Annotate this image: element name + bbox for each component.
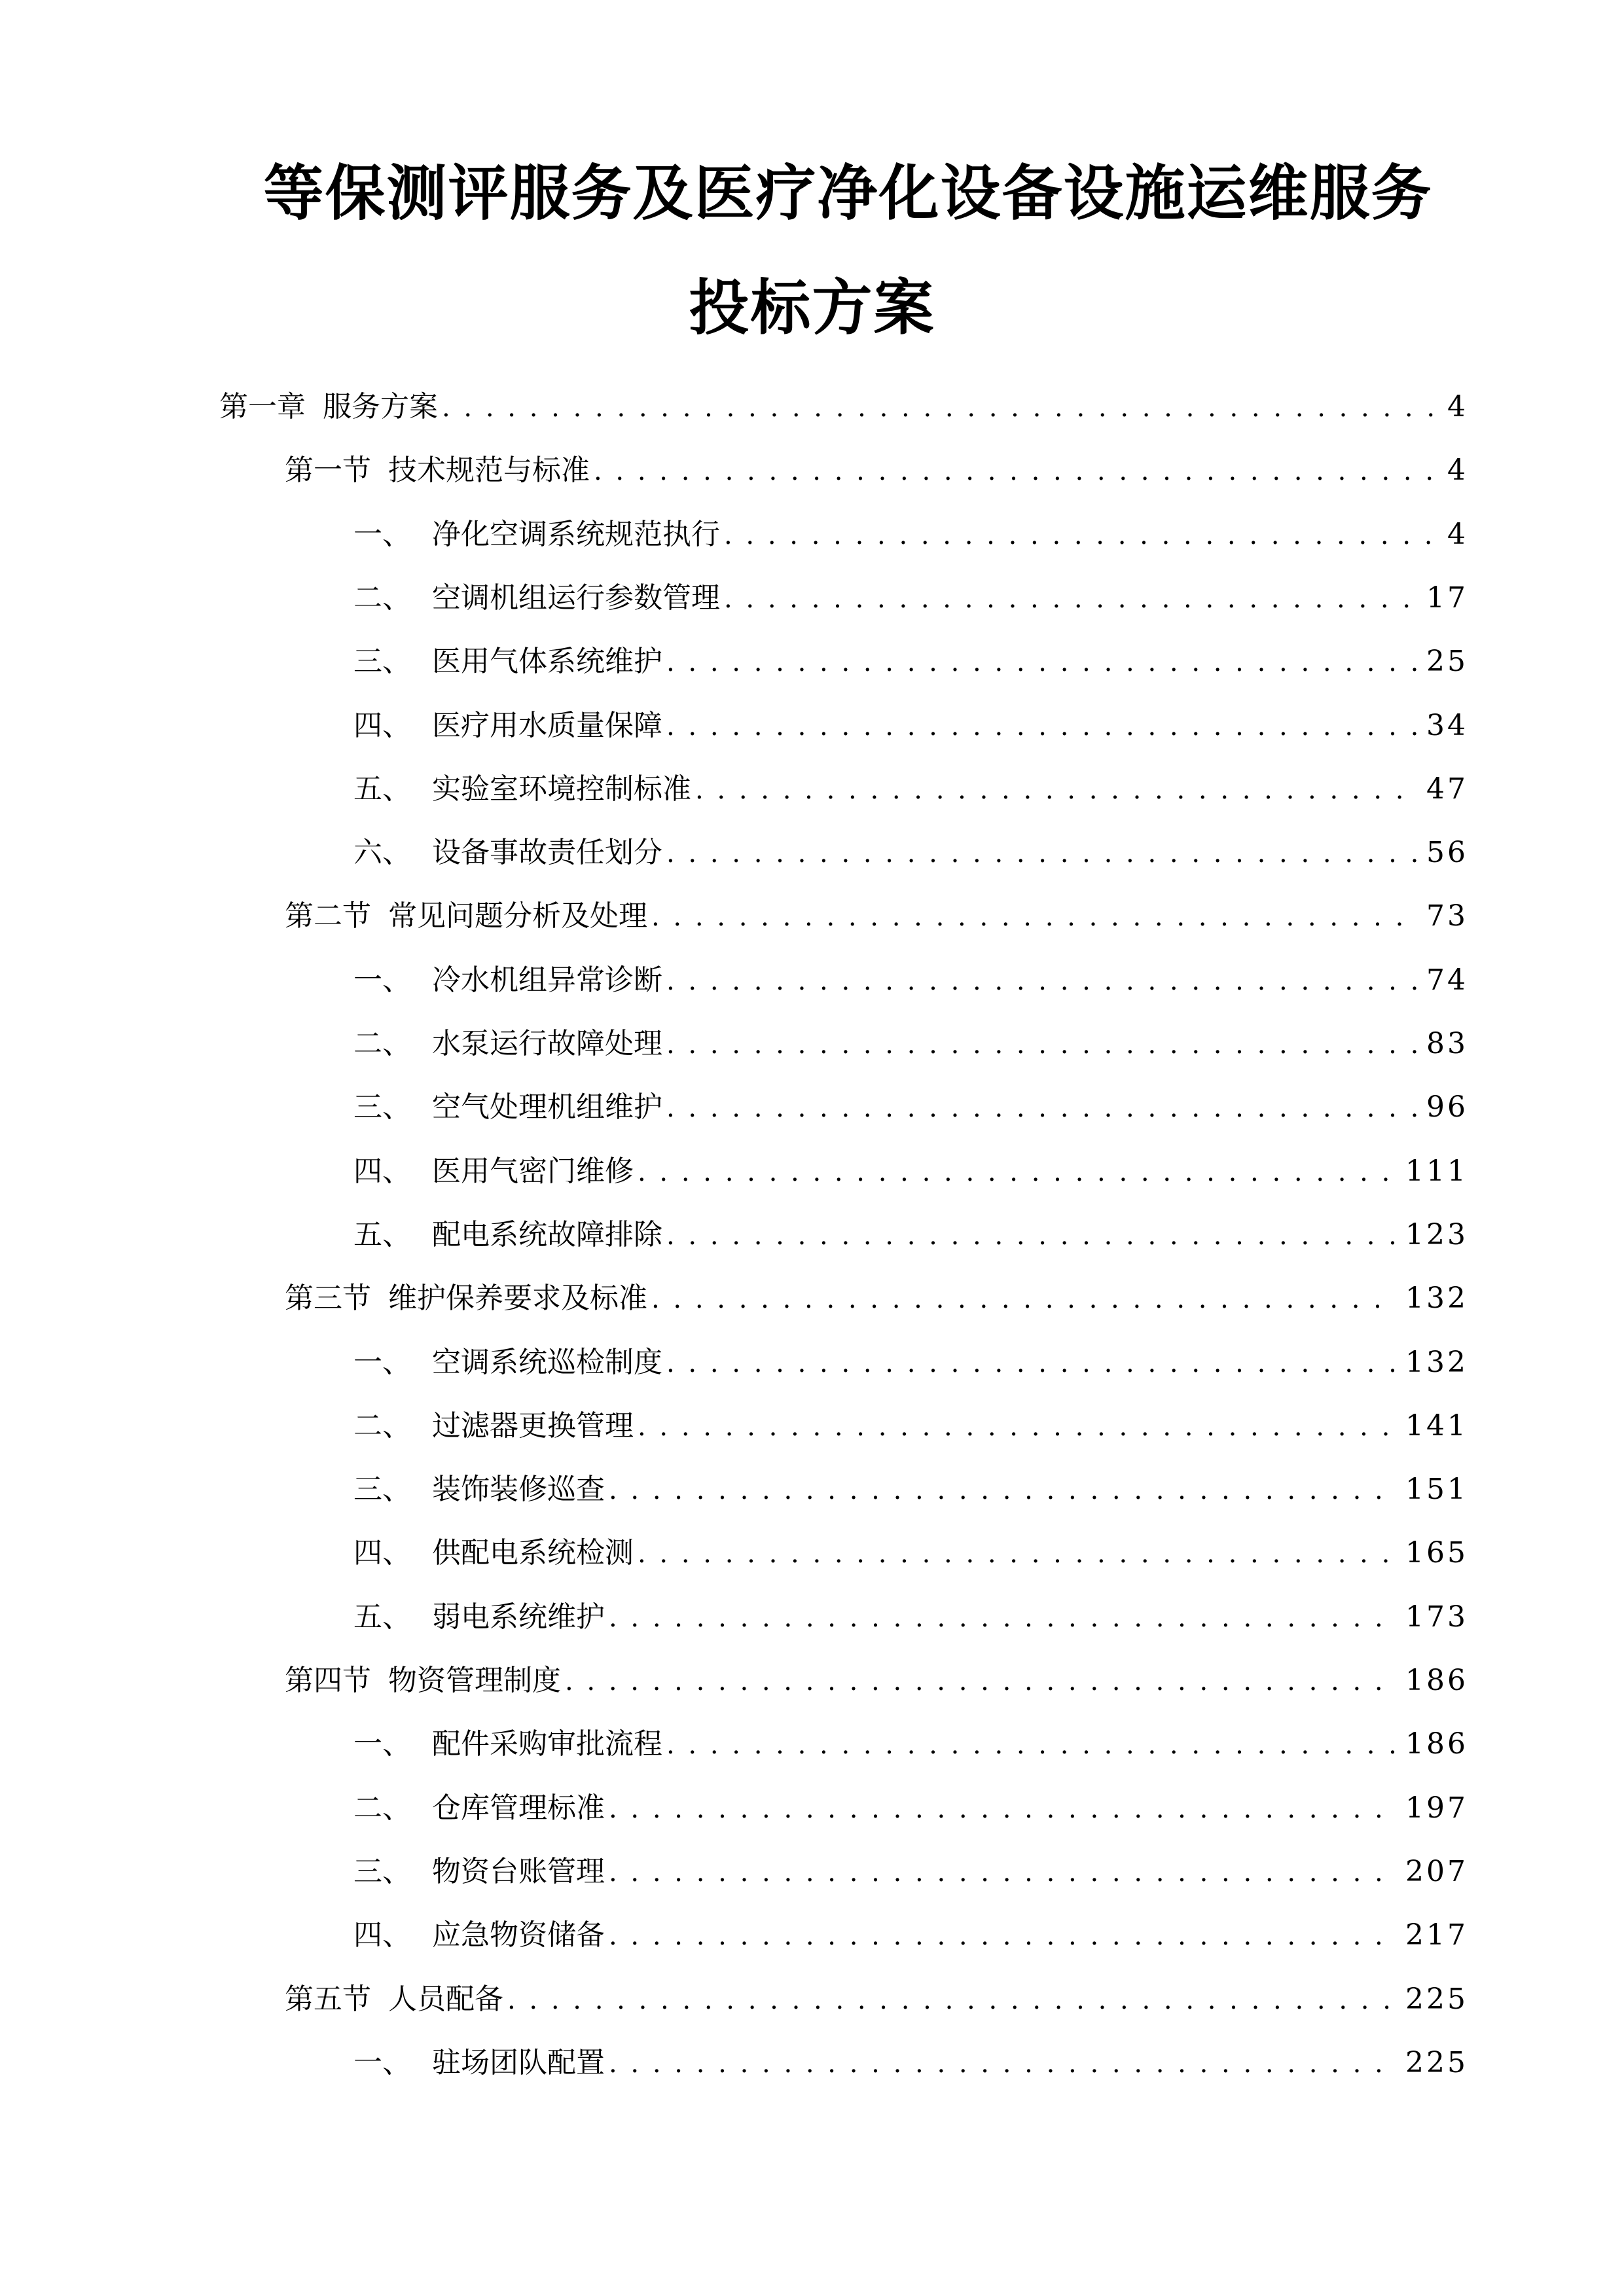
toc-entry-label: 维护保养要求及标准 (388, 1282, 647, 1316)
toc-entry[interactable] (353, 1024, 1468, 1064)
toc-entry[interactable] (353, 1725, 1468, 1764)
toc-entry-number: 三、 (353, 1473, 411, 1507)
toc-entry-page-number: 4 (1447, 390, 1468, 423)
dot-leader (666, 834, 1417, 873)
toc-entry-page-number: 207 (1405, 1854, 1468, 1888)
toc-entry-label: 驻场团队配置 (432, 2045, 605, 2079)
toc-entry-label: 常见问题分析及处理 (388, 899, 647, 933)
toc-entry[interactable] (353, 1343, 1468, 1382)
dot-leader (565, 1662, 1396, 1701)
dot-leader (666, 1216, 1396, 1255)
toc-entry[interactable] (285, 451, 1468, 490)
toc-entry-number: 一、 (353, 963, 411, 997)
toc-entry[interactable] (353, 2043, 1468, 2083)
toc-entry-page-number: 197 (1405, 1791, 1468, 1825)
toc-entry-page-number: 83 (1426, 1027, 1468, 1060)
toc-entry-number: 第一章 (219, 390, 306, 423)
toc-entry-number: 一、 (353, 517, 411, 551)
dot-leader (609, 2044, 1396, 2083)
toc-entry-number: 二、 (353, 1791, 411, 1825)
toc-entry-label: 水泵运行故障处理 (432, 1027, 662, 1060)
dot-leader (594, 452, 1433, 491)
toc-entry-label: 冷水机组异常诊断 (432, 963, 662, 997)
toc-entry[interactable] (353, 1088, 1468, 1127)
toc-entry-label: 弱电系统维护 (432, 1600, 605, 1634)
dot-leader (695, 770, 1417, 810)
toc-entry-label: 过滤器更换管理 (432, 1408, 634, 1443)
toc-entry-page-number: 173 (1405, 1600, 1468, 1634)
toc-entry-number: 四、 (353, 1918, 411, 1952)
toc-entry-label: 服务方案 (323, 390, 438, 423)
toc-entry[interactable] (353, 833, 1468, 872)
toc-entry[interactable] (285, 1279, 1468, 1318)
dot-leader (609, 1789, 1396, 1829)
toc-entry-number: 六、 (353, 836, 411, 870)
dot-leader (609, 1471, 1396, 1510)
dot-leader (666, 1344, 1396, 1383)
toc-entry[interactable] (353, 961, 1468, 1000)
toc-entry-number: 四、 (353, 1536, 411, 1570)
dot-leader (609, 1853, 1396, 1892)
toc-entry-label: 医疗用水质量保障 (432, 708, 662, 742)
toc-entry-page-number: 186 (1405, 1727, 1468, 1761)
toc-entry-number: 三、 (353, 645, 411, 679)
toc-entry-label: 装饰装修巡查 (432, 1473, 605, 1507)
dot-leader (666, 643, 1417, 682)
toc-entry-page-number: 217 (1405, 1918, 1468, 1952)
dot-leader (724, 516, 1433, 555)
toc-entry-page-number: 225 (1405, 2045, 1468, 2079)
toc-entry[interactable] (353, 1852, 1468, 1892)
toc-entry-number: 四、 (353, 1154, 411, 1188)
toc-entry-number: 一、 (353, 1727, 411, 1761)
toc-entry[interactable] (353, 770, 1468, 809)
toc-entry-page-number: 123 (1405, 1217, 1468, 1251)
toc-entry-number: 二、 (353, 1408, 411, 1443)
toc-entry-page-number: 47 (1426, 772, 1468, 806)
toc-entry-label: 配件采购审批流程 (432, 1727, 662, 1761)
toc-entry-page-number: 225 (1405, 1982, 1468, 2016)
dot-leader (638, 1407, 1396, 1446)
dot-leader (666, 707, 1417, 746)
toc-entry-number: 一、 (353, 1345, 411, 1379)
dot-leader (442, 388, 1433, 427)
toc-entry-label: 配电系统故障排除 (432, 1217, 662, 1251)
toc-entry-number: 五、 (353, 1217, 411, 1251)
dot-leader (638, 1534, 1396, 1573)
toc-entry-number: 第三节 (285, 1282, 371, 1316)
toc-entry-page-number: 25 (1426, 645, 1468, 679)
toc-entry[interactable] (285, 897, 1468, 936)
toc-entry-page-number: 4 (1447, 454, 1468, 488)
dot-leader (609, 1598, 1396, 1638)
toc-entry-label: 仓库管理标准 (432, 1791, 605, 1825)
toc-entry-label: 物资台账管理 (432, 1854, 605, 1888)
toc-entry-label: 物资管理制度 (388, 1664, 561, 1697)
toc-entry-label: 净化空调系统规范执行 (432, 517, 720, 551)
toc-entry-label: 空气处理机组维护 (432, 1090, 662, 1124)
toc-entry[interactable] (353, 1470, 1468, 1509)
toc-entry-number: 五、 (353, 772, 411, 806)
toc-entry-page-number: 56 (1426, 836, 1468, 870)
toc-entry-label: 设备事故责任划分 (432, 836, 662, 870)
toc-entry-page-number: 165 (1405, 1536, 1468, 1570)
toc-entry-page-number: 73 (1426, 899, 1468, 933)
toc-entry-number: 二、 (353, 1027, 411, 1060)
toc-entry-label: 空调系统巡检制度 (432, 1345, 662, 1379)
toc-entry[interactable] (353, 1215, 1468, 1255)
dot-leader (609, 1916, 1396, 1956)
toc-entry-number: 第四节 (285, 1664, 371, 1697)
dot-leader (666, 1725, 1396, 1765)
toc-entry-label: 实验室环境控制标准 (432, 772, 691, 806)
toc-entry-page-number: 34 (1426, 708, 1468, 742)
dot-leader (651, 897, 1417, 937)
toc-entry-page-number: 4 (1447, 517, 1468, 551)
toc-entry[interactable] (285, 1661, 1468, 1700)
dot-leader (638, 1153, 1396, 1192)
toc-entry-number: 第一节 (285, 454, 371, 488)
toc-entry[interactable] (353, 706, 1468, 745)
dot-leader (724, 579, 1417, 619)
toc-entry-label: 医用气体系统维护 (432, 645, 662, 679)
toc-entry[interactable] (353, 1407, 1468, 1446)
toc-entry-number: 五、 (353, 1600, 411, 1634)
document-title-line2: 投标方案 (689, 273, 935, 343)
toc-entry-label: 医用气密门维修 (432, 1154, 634, 1188)
toc-entry[interactable] (353, 579, 1468, 618)
toc-entry[interactable] (353, 1916, 1468, 1955)
toc-entry[interactable] (353, 1789, 1468, 1828)
toc-entry-page-number: 132 (1405, 1282, 1468, 1316)
toc-entry-label: 人员配备 (388, 1982, 503, 2016)
toc-entry[interactable] (353, 1598, 1468, 1637)
toc-entry-number: 第五节 (285, 1982, 371, 2016)
document-title-line1: 等保测评服务及医疗净化设备设施运维服务 (263, 158, 1433, 228)
toc-entry-page-number: 17 (1426, 581, 1468, 615)
toc-entry-page-number: 186 (1405, 1664, 1468, 1697)
toc-entry-page-number: 151 (1405, 1473, 1468, 1507)
toc-entry-label: 技术规范与标准 (388, 454, 590, 488)
toc-entry-label: 供配电系统检测 (432, 1536, 634, 1570)
toc-entry[interactable] (219, 387, 1468, 427)
toc-entry-number: 第二节 (285, 899, 371, 933)
toc-entry[interactable] (285, 1980, 1468, 2019)
toc-entry[interactable] (353, 1152, 1468, 1191)
toc-entry-number: 三、 (353, 1090, 411, 1124)
toc-entry[interactable] (353, 642, 1468, 681)
toc-entry-number: 二、 (353, 581, 411, 615)
dot-leader (666, 1088, 1417, 1128)
toc-entry-page-number: 74 (1426, 963, 1468, 997)
dot-leader (507, 1981, 1396, 2020)
toc-entry-page-number: 132 (1405, 1345, 1468, 1379)
toc-entry[interactable] (353, 1534, 1468, 1573)
toc-entry-label: 空调机组运行参数管理 (432, 581, 720, 615)
toc-entry-number: 三、 (353, 1854, 411, 1888)
dot-leader (666, 961, 1417, 1001)
toc-entry[interactable] (353, 515, 1468, 554)
toc-entry-page-number: 111 (1405, 1154, 1468, 1188)
toc-entry-page-number: 141 (1405, 1408, 1468, 1443)
dot-leader (651, 1280, 1396, 1319)
toc-entry-page-number: 96 (1426, 1090, 1468, 1124)
toc-entry-label: 应急物资储备 (432, 1918, 605, 1952)
toc-entry-number: 一、 (353, 2045, 411, 2079)
toc-entry-number: 四、 (353, 708, 411, 742)
dot-leader (666, 1025, 1417, 1064)
